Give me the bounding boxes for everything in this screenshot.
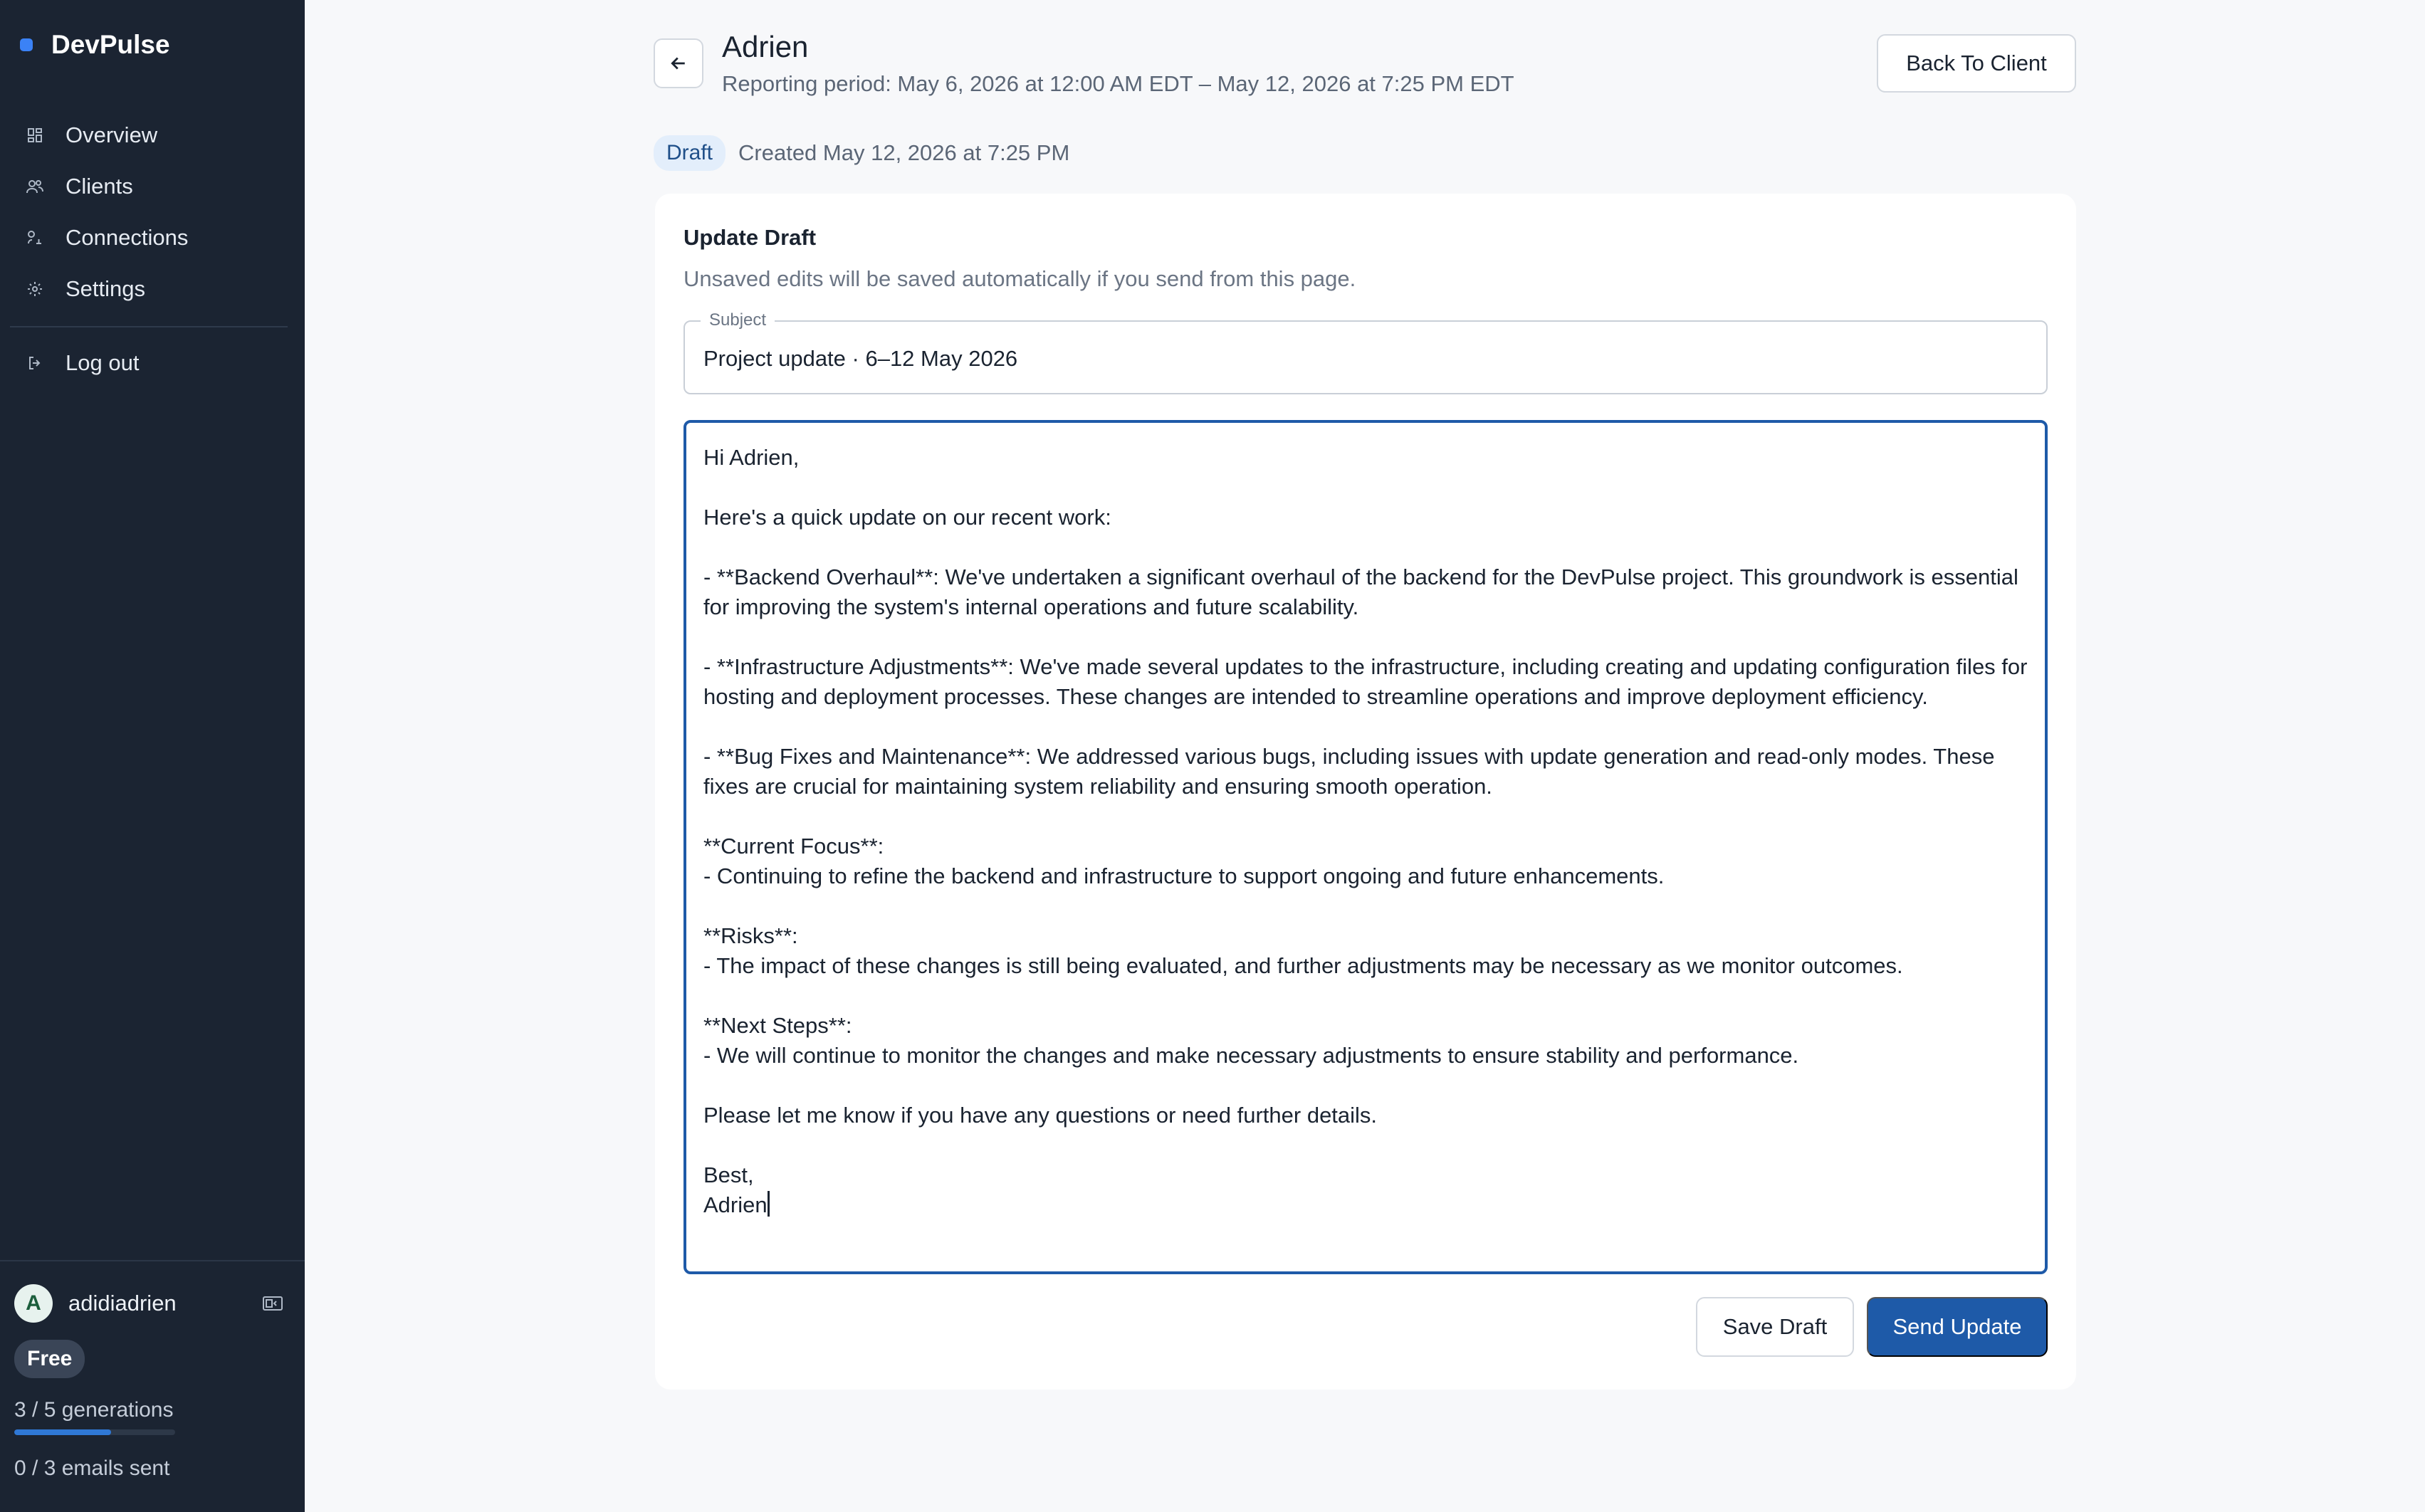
sidebar-footer: [0, 1260, 305, 1480]
sidebar-item-label: Clients: [66, 174, 133, 199]
text-caret: [768, 1191, 770, 1217]
sidebar-divider: [10, 326, 288, 327]
user-row: [14, 1284, 285, 1323]
username: adidiadrien: [68, 1291, 177, 1316]
created-timestamp: Created May 12, 2026 at 7:25 PM: [738, 140, 1070, 165]
sidebar-item-settings[interactable]: [10, 263, 288, 315]
sidebar-nav: [10, 110, 288, 389]
brand-logo-icon: [20, 38, 33, 51]
send-update-button[interactable]: Send Update: [1867, 1297, 2048, 1357]
subject-label: Subject: [701, 310, 775, 330]
arrow-left-icon: [668, 53, 689, 74]
collapse-sidebar-icon[interactable]: [261, 1291, 285, 1316]
sidebar-item-overview[interactable]: [10, 110, 288, 161]
back-to-client-button[interactable]: Back To Client: [1877, 34, 2076, 93]
generations-progress-fill: [14, 1429, 111, 1435]
status-row: [654, 135, 1069, 171]
subject-field[interactable]: [683, 310, 2048, 394]
update-draft-card: [655, 194, 2076, 1390]
emails-usage-text: 0 / 3 emails sent: [14, 1456, 170, 1480]
sidebar-item-label: Settings: [66, 276, 146, 301]
card-title: Update Draft: [683, 225, 817, 250]
page-title: Adrien: [722, 30, 809, 63]
logout-label: Log out: [66, 350, 140, 375]
reporting-period: Reporting period: May 6, 2026 at 12:00 AM EDT – May 12, 2026 at 7:25 PM EDT: [722, 71, 1514, 96]
generations-usage-text: 3 / 5 generations: [14, 1398, 174, 1422]
logout-button[interactable]: [10, 337, 288, 389]
brand-name: DevPulse: [51, 30, 170, 59]
card-subtitle: Unsaved edits will be saved automatically if you send from this page.: [683, 266, 1356, 291]
avatar[interactable]: A: [14, 1284, 53, 1323]
status-badge: Draft: [654, 135, 726, 171]
sidebar: [0, 0, 305, 1512]
sidebar-item-clients[interactable]: [10, 161, 288, 212]
plan-badge: Free: [14, 1340, 85, 1378]
logout-icon: [26, 354, 44, 372]
save-draft-button[interactable]: Save Draft: [1696, 1297, 1854, 1357]
back-button[interactable]: [654, 38, 703, 88]
sidebar-item-label: Overview: [66, 122, 158, 147]
body-content: Hi Adrien, Here's a quick update on our recent work: - **Backend Overhaul**: We've undertaken a significant overhaul of the backend for the DevPulse project. This groundwork is essential for improving the system's internal operations and future scalability. - **Infrastructure Adjustments**: We've made several updates to the infrastructure, including creating and updating configuration files for hosting and deployment processes. These changes are intended to streamline operations and improve deployment efficiency. - **Bug Fixes and Maintenance**: We addressed various bugs, including issues with update generation and read-only modes. These fixes are crucial for maintaining system reliability and ensuring smooth operation. **Current Focus**: - Continuing to refine the backend and infrastructure to support ongoing and future enhancements. **Risks**: - The impact of these changes is still being evaluated, and further adjustments may be necessary as we monitor outcomes. **Next Steps**: - We will continue to monitor the changes and make necessary adjustments to ensure stability and performance. Please let me know if you have any questions or need further details. Best, Adrien: [703, 445, 2028, 1217]
brand[interactable]: [20, 30, 170, 60]
sidebar-item-connections[interactable]: [10, 212, 288, 263]
sidebar-item-label: Connections: [66, 225, 189, 250]
generations-progress-bar: [14, 1429, 175, 1435]
connections-icon: [26, 229, 44, 247]
grid-icon: [26, 126, 44, 145]
body-text[interactable]: [703, 443, 2028, 1220]
gear-icon: [26, 280, 44, 298]
subject-input[interactable]: Project update · 6–12 May 2026: [703, 346, 1018, 371]
users-icon: [26, 177, 44, 196]
body-textarea[interactable]: [683, 420, 2048, 1274]
